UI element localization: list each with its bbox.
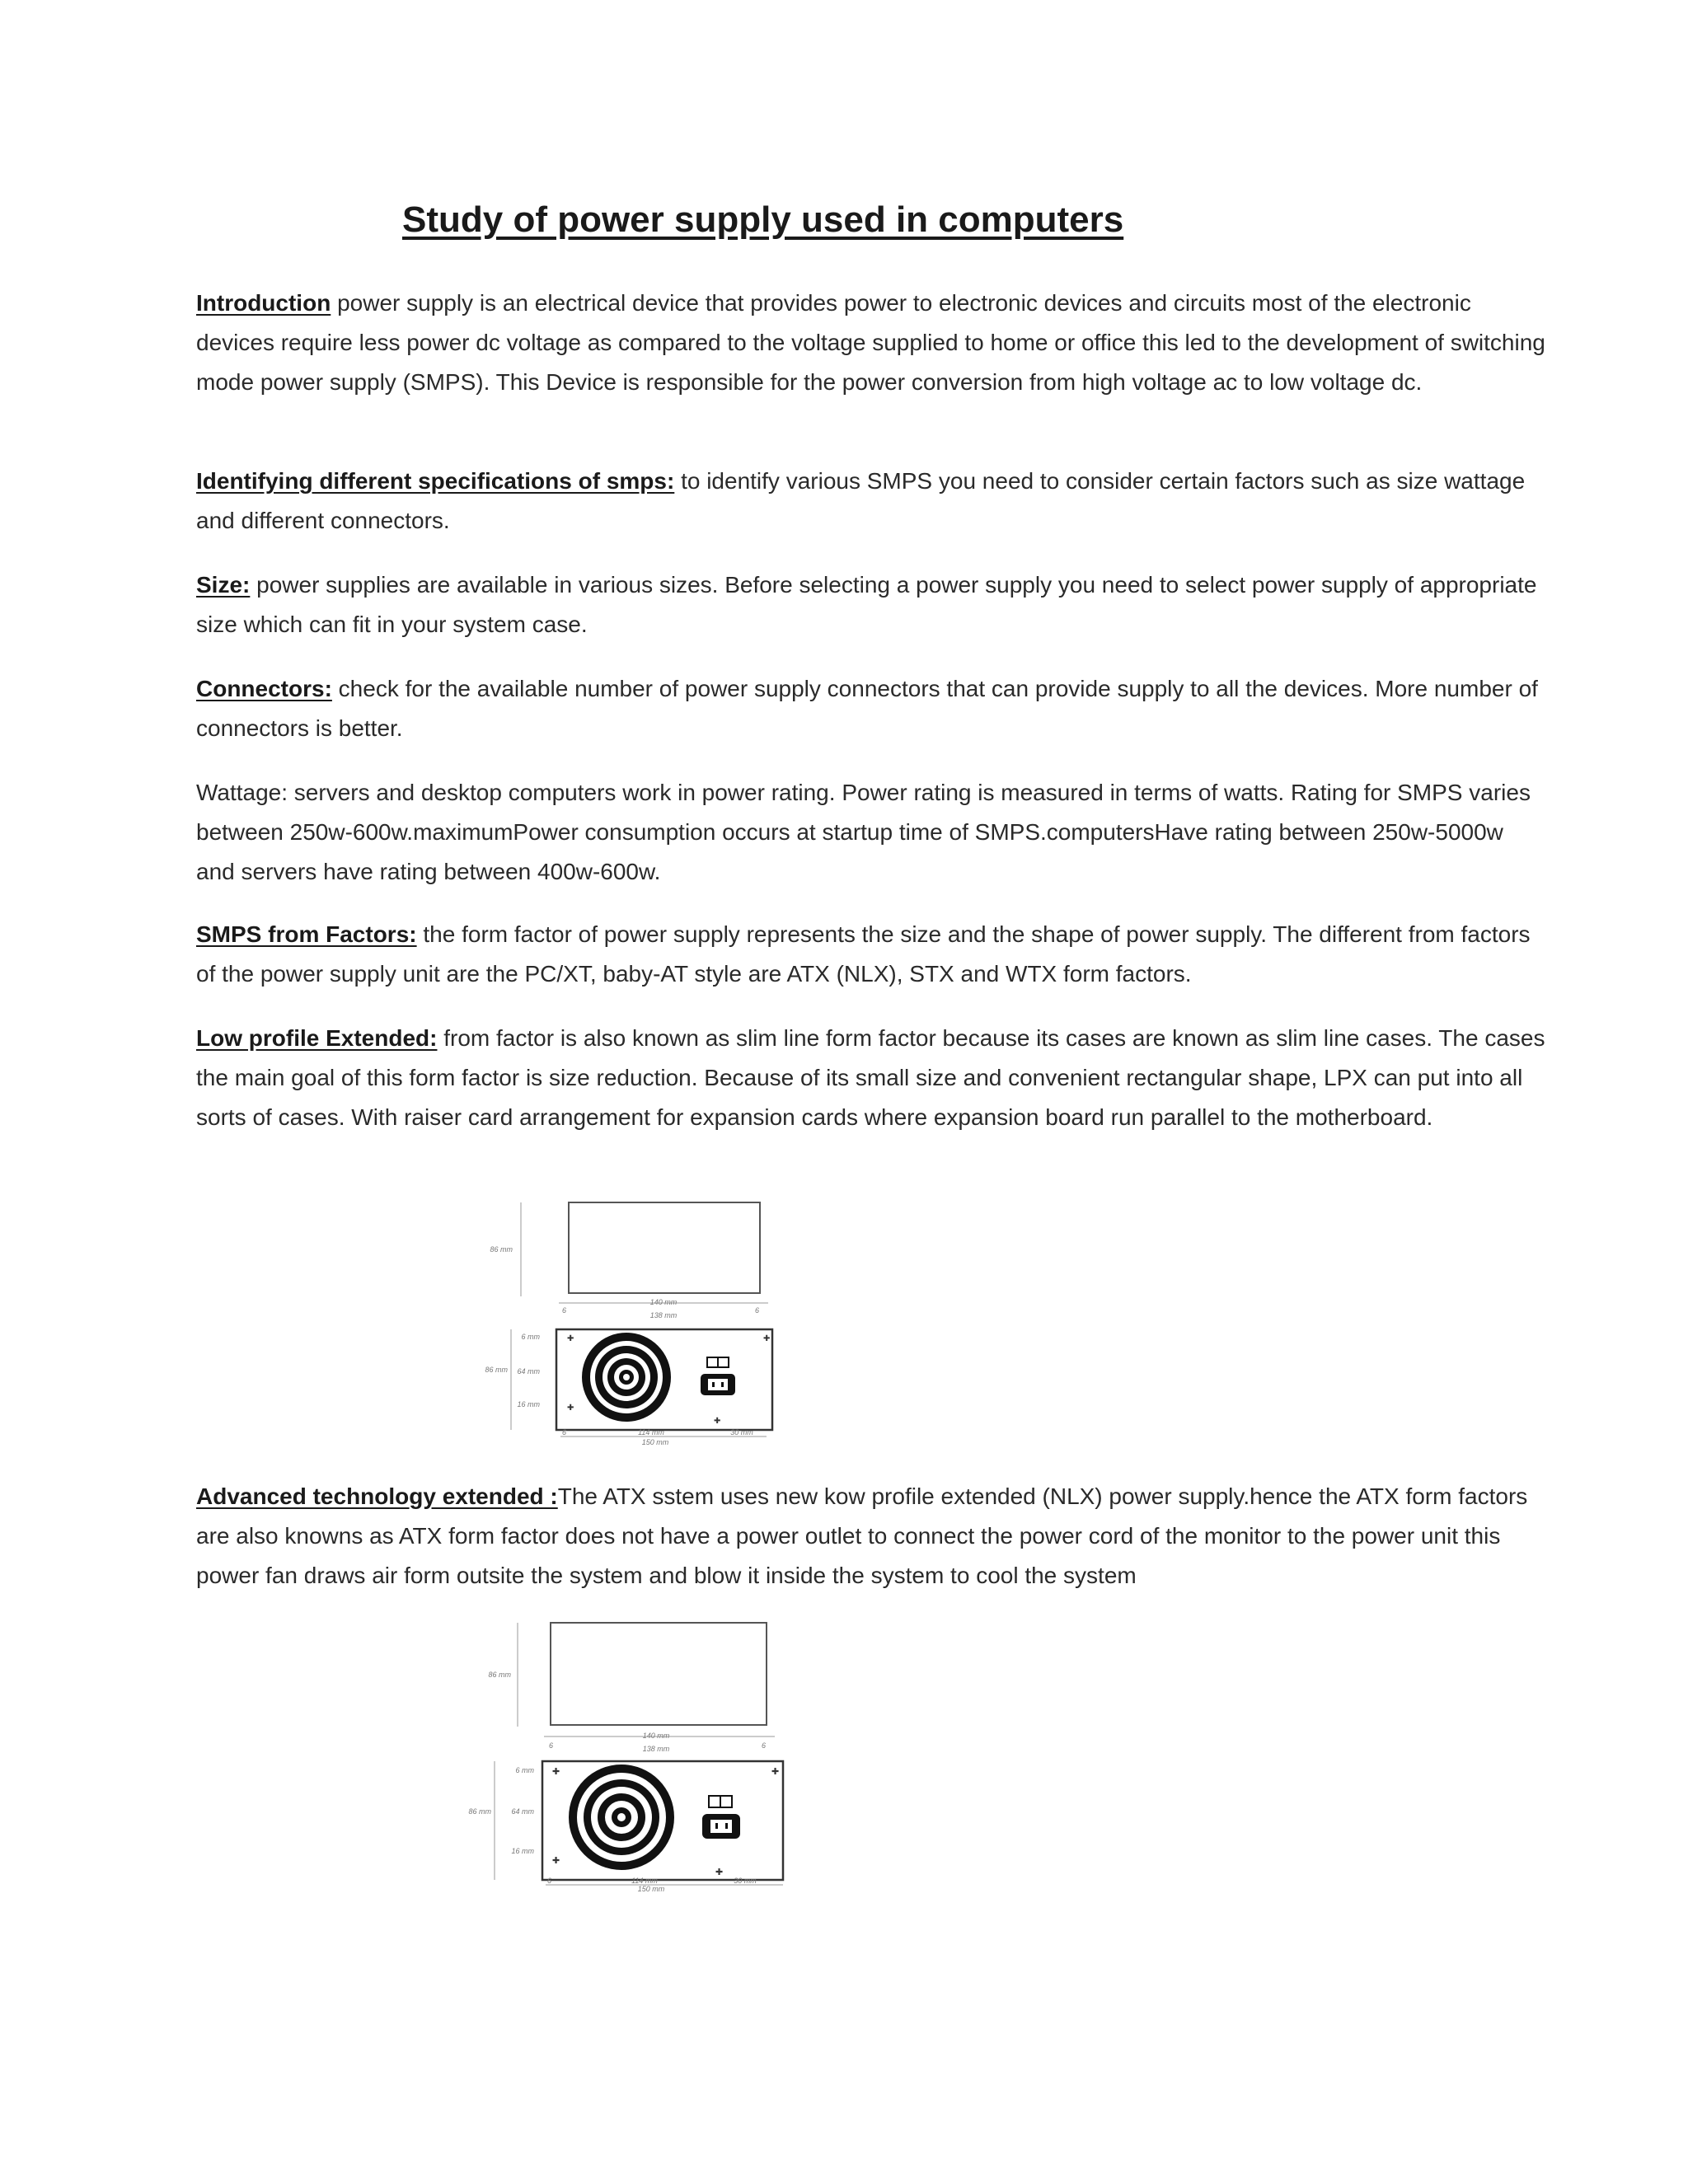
height-6-label: 6 mm [515,1766,534,1774]
section-wattage [196,773,1548,892]
height-64-label: 64 mm [517,1367,540,1376]
section-text: power supplies are available in various sizes. Before selecting a power supply you need to select power supply of appropriate size which can fit in your system case. [196,572,1537,637]
section-heading: Low profile Extended: [196,1025,438,1051]
corner-mark: ✚ [715,1868,724,1877]
section-text: to identify various SMPS you need to consider certain factors such as size wattage and different connectors. [196,468,1526,533]
height-64-label: 64 mm [511,1807,534,1816]
section-heading: SMPS from Factors: [196,921,417,947]
width-150-label: 150 mm [637,1885,665,1891]
gap-label-right: 6 [755,1306,760,1315]
fan-icon [569,1765,674,1870]
height-86-label: 86 mm [468,1807,491,1816]
height-16-label: 16 mm [511,1847,534,1855]
section-text: from factor is also known as slim line form factor because its cases are known as slim line cases. The cases the main goal of this form factor is size reduction. Because of its small size and convenient rectangular shape, LPX can put into all sorts of cases. With raiser card arrangement for expansion cards where expansion board run parallel to the motherboard. [196,1025,1545,1130]
section-atx [196,1477,1548,1596]
section-text: power supply is an electrical device that provides power to electronic devices and circuits most of the electronic devices require less power dc voltage as compared to the voltage supplied to home or office this led to the development of switching mode power supply (SMPS). This Device is responsible for the power conversion from high voltage ac to low voltage dc. [196,290,1545,395]
depth-label: 86 mm [488,1671,511,1679]
width-138-label: 138 mm [649,1311,678,1319]
gap-label-bottom: 6 [547,1877,552,1885]
width-150-label: 150 mm [641,1438,669,1446]
corner-mark: ✚ [552,1767,560,1777]
width-30-label: 30 mm [730,1428,753,1436]
section-low-profile [196,1019,1548,1137]
corner-mark: ✚ [714,1417,721,1426]
section-form-factors [196,915,1548,994]
depth-label: 86 mm [490,1245,513,1254]
section-text: The ATX sstem uses new kow profile extended (NLX) power supply.hence the ATX form factors are also knowns as ATX form factor does not have a power outlet to connect the power cord of the monitor to the power unit this power fan draws air form outsite the system and blow it inside the system to cool the system [196,1483,1528,1588]
height-6-label: 6 mm [521,1333,540,1341]
gap-label-bottom: 6 [562,1428,567,1436]
height-16-label: 16 mm [517,1400,540,1408]
fan-icon [582,1333,671,1422]
lpx-power-supply-diagram [470,1199,799,1446]
section-specifications [196,462,1548,541]
section-text: the form factor of power supply represents the size and the shape of power supply. The different from factors of the power supply unit are the PC/XT, baby-AT style are ATX (NLX), STX and WTX form factors. [196,921,1531,987]
width-140-label: 140 mm [649,1298,678,1306]
corner-mark: ✚ [552,1856,560,1866]
page-title: Study of power supply used in computers [402,199,1124,240]
section-size [196,565,1548,644]
section-connectors [196,669,1548,748]
section-heading: Advanced technology extended : [196,1483,558,1509]
atx-power-supply-diagram [429,1619,824,1891]
width-138-label: 138 mm [642,1745,670,1753]
corner-mark: ✚ [771,1767,780,1777]
gap-label-left: 6 [549,1741,554,1750]
width-114-label: 114 mm [638,1428,664,1436]
section-text: check for the available number of power supply connectors that can provide supply to all the devices. More number of connectors is better. [196,676,1538,741]
section-heading: Connectors: [196,676,332,701]
gap-label-right: 6 [762,1741,767,1750]
gap-label-left: 6 [562,1306,567,1315]
section-heading: Size: [196,572,251,598]
corner-mark: ✚ [567,1404,574,1413]
section-introduction [196,284,1548,402]
width-30-label: 30 mm [734,1877,757,1885]
width-140-label: 140 mm [642,1732,670,1740]
width-114-label: 114 mm [631,1877,658,1885]
section-heading: Introduction [196,290,331,316]
height-86-label: 86 mm [485,1366,508,1374]
section-text: Wattage: servers and desktop computers work in power rating. Power rating is measured in terms of watts. Rating for SMPS varies between 250w-600w.maximumPower consumption occurs at startup time of SMPS.computersHave rating between 250w-5000w and servers have rating between 400w-600w. [196,780,1531,884]
corner-mark: ✚ [567,1334,574,1343]
corner-mark: ✚ [763,1334,771,1343]
section-heading: Identifying different specifications of smps: [196,468,675,494]
